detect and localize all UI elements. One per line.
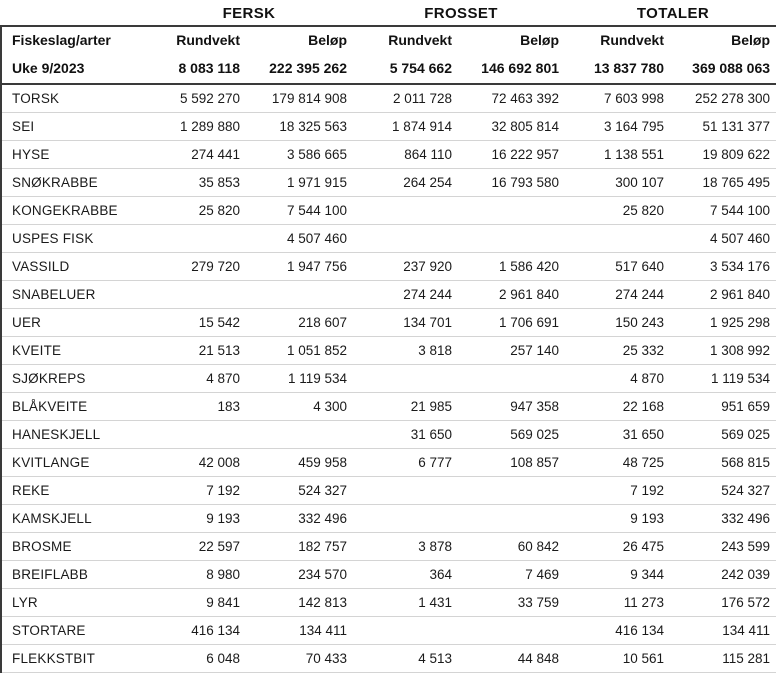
row-species-name: KVITLANGE <box>1 449 143 477</box>
row-value-cell: 517 640 <box>567 253 672 281</box>
row-value-cell: 279 720 <box>143 253 248 281</box>
row-value-cell: 264 254 <box>355 169 460 197</box>
row-value-cell: 11 273 <box>567 589 672 617</box>
row-value-cell: 44 848 <box>460 645 567 673</box>
column-header-totaler-rundvekt: Rundvekt <box>567 26 672 54</box>
row-value-cell: 7 192 <box>143 477 248 505</box>
table-row <box>1 477 776 505</box>
row-species-name: BLÅKVEITE <box>1 393 143 421</box>
row-species-name: UER <box>1 309 143 337</box>
table-row <box>1 309 776 337</box>
row-value-cell: 524 327 <box>672 477 776 505</box>
week-total-totaler-rundvekt: 13 837 780 <box>567 54 672 85</box>
row-value-cell: 15 542 <box>143 309 248 337</box>
row-value-cell: 21 513 <box>143 337 248 365</box>
row-value-cell: 274 244 <box>355 281 460 309</box>
row-value-cell: 5 592 270 <box>143 84 248 113</box>
row-value-cell: 1 308 992 <box>672 337 776 365</box>
row-value-cell: 300 107 <box>567 169 672 197</box>
row-value-cell: 1 925 298 <box>672 309 776 337</box>
row-value-cell: 1 119 534 <box>248 365 355 393</box>
row-value-cell: 72 463 392 <box>460 84 567 113</box>
row-value-cell: 951 659 <box>672 393 776 421</box>
row-value-cell: 35 853 <box>143 169 248 197</box>
group-header-blank <box>1 0 143 26</box>
row-value-cell: 569 025 <box>460 421 567 449</box>
row-value-cell: 22 597 <box>143 533 248 561</box>
row-value-cell: 569 025 <box>672 421 776 449</box>
row-species-name: TORSK <box>1 84 143 113</box>
row-value-cell: 16 222 957 <box>460 141 567 169</box>
row-value-cell: 32 805 814 <box>460 113 567 141</box>
column-header-fiskeslag: Fiskeslag/arter <box>1 26 143 54</box>
row-value-cell: 19 809 622 <box>672 141 776 169</box>
column-header-totaler-belop: Beløp <box>672 26 776 54</box>
row-value-cell <box>460 225 567 253</box>
week-total-row <box>1 54 776 85</box>
column-header-row <box>1 26 776 54</box>
row-value-cell: 364 <box>355 561 460 589</box>
row-value-cell: 150 243 <box>567 309 672 337</box>
row-value-cell <box>355 197 460 225</box>
row-value-cell: 274 244 <box>567 281 672 309</box>
row-value-cell: 51 131 377 <box>672 113 776 141</box>
row-value-cell: 176 572 <box>672 589 776 617</box>
row-value-cell <box>460 365 567 393</box>
row-value-cell: 33 759 <box>460 589 567 617</box>
row-value-cell: 242 039 <box>672 561 776 589</box>
row-value-cell <box>460 197 567 225</box>
row-species-name: STORTARE <box>1 617 143 645</box>
group-header-row <box>1 0 776 26</box>
row-value-cell: 9 193 <box>567 505 672 533</box>
row-species-name: KVEITE <box>1 337 143 365</box>
row-value-cell: 7 544 100 <box>248 197 355 225</box>
row-value-cell: 459 958 <box>248 449 355 477</box>
row-value-cell: 2 011 728 <box>355 84 460 113</box>
row-value-cell <box>248 281 355 309</box>
row-species-name: USPES FISK <box>1 225 143 253</box>
row-value-cell: 2 961 840 <box>672 281 776 309</box>
table-row <box>1 225 776 253</box>
table-row <box>1 253 776 281</box>
row-value-cell: 1 706 691 <box>460 309 567 337</box>
row-value-cell <box>248 421 355 449</box>
row-species-name: KAMSKJELL <box>1 505 143 533</box>
row-value-cell: 183 <box>143 393 248 421</box>
row-value-cell: 4 507 460 <box>248 225 355 253</box>
group-header-frosset: FROSSET <box>355 0 567 26</box>
column-header-fersk-rundvekt: Rundvekt <box>143 26 248 54</box>
row-value-cell: 864 110 <box>355 141 460 169</box>
row-value-cell <box>355 617 460 645</box>
row-value-cell: 9 841 <box>143 589 248 617</box>
row-value-cell: 252 278 300 <box>672 84 776 113</box>
row-species-name: SNABELUER <box>1 281 143 309</box>
table-row <box>1 589 776 617</box>
row-value-cell: 1 289 880 <box>143 113 248 141</box>
row-value-cell: 48 725 <box>567 449 672 477</box>
row-value-cell: 1 119 534 <box>672 365 776 393</box>
group-header-totaler: TOTALER <box>567 0 776 26</box>
row-value-cell <box>143 421 248 449</box>
row-value-cell: 1 874 914 <box>355 113 460 141</box>
row-species-name: REKE <box>1 477 143 505</box>
row-value-cell: 7 469 <box>460 561 567 589</box>
row-species-name: VASSILD <box>1 253 143 281</box>
row-value-cell: 524 327 <box>248 477 355 505</box>
row-value-cell: 3 534 176 <box>672 253 776 281</box>
row-value-cell: 274 441 <box>143 141 248 169</box>
table-row <box>1 141 776 169</box>
row-value-cell: 7 192 <box>567 477 672 505</box>
row-value-cell: 179 814 908 <box>248 84 355 113</box>
row-value-cell: 568 815 <box>672 449 776 477</box>
row-value-cell: 42 008 <box>143 449 248 477</box>
row-value-cell: 1 947 756 <box>248 253 355 281</box>
row-value-cell: 25 820 <box>567 197 672 225</box>
row-value-cell: 8 980 <box>143 561 248 589</box>
row-value-cell: 60 842 <box>460 533 567 561</box>
row-value-cell: 4 870 <box>143 365 248 393</box>
row-value-cell: 1 431 <box>355 589 460 617</box>
row-value-cell: 134 411 <box>672 617 776 645</box>
row-species-name: BREIFLABB <box>1 561 143 589</box>
column-header-frosset-rundvekt: Rundvekt <box>355 26 460 54</box>
row-value-cell: 26 475 <box>567 533 672 561</box>
row-value-cell: 4 513 <box>355 645 460 673</box>
row-value-cell: 16 793 580 <box>460 169 567 197</box>
row-value-cell <box>143 281 248 309</box>
week-total-fersk-belop: 222 395 262 <box>248 54 355 85</box>
row-value-cell: 9 344 <box>567 561 672 589</box>
row-value-cell: 332 496 <box>248 505 355 533</box>
table-row <box>1 169 776 197</box>
row-value-cell: 7 544 100 <box>672 197 776 225</box>
table-row <box>1 561 776 589</box>
column-header-fersk-belop: Beløp <box>248 26 355 54</box>
row-value-cell: 3 878 <box>355 533 460 561</box>
row-value-cell: 10 561 <box>567 645 672 673</box>
row-value-cell <box>355 225 460 253</box>
row-value-cell: 18 765 495 <box>672 169 776 197</box>
row-species-name: BROSME <box>1 533 143 561</box>
group-header-fersk: FERSK <box>143 0 355 26</box>
table-row <box>1 449 776 477</box>
row-value-cell: 21 985 <box>355 393 460 421</box>
row-value-cell <box>143 225 248 253</box>
week-total-frosset-belop: 146 692 801 <box>460 54 567 85</box>
row-species-name: LYR <box>1 589 143 617</box>
row-value-cell: 108 857 <box>460 449 567 477</box>
table-body <box>1 84 776 673</box>
table-row <box>1 505 776 533</box>
row-value-cell: 2 961 840 <box>460 281 567 309</box>
row-value-cell: 416 134 <box>567 617 672 645</box>
table-row <box>1 281 776 309</box>
row-value-cell: 25 332 <box>567 337 672 365</box>
row-value-cell: 3 164 795 <box>567 113 672 141</box>
table-row <box>1 645 776 673</box>
table-row <box>1 393 776 421</box>
row-value-cell: 243 599 <box>672 533 776 561</box>
row-value-cell: 4 507 460 <box>672 225 776 253</box>
row-value-cell <box>355 505 460 533</box>
table-row <box>1 337 776 365</box>
row-value-cell: 332 496 <box>672 505 776 533</box>
row-value-cell: 947 358 <box>460 393 567 421</box>
row-value-cell <box>355 365 460 393</box>
row-value-cell: 3 818 <box>355 337 460 365</box>
table-row <box>1 84 776 113</box>
row-species-name: HANESKJELL <box>1 421 143 449</box>
table-row <box>1 365 776 393</box>
row-species-name: FLEKKSTBIT <box>1 645 143 673</box>
row-value-cell: 70 433 <box>248 645 355 673</box>
row-value-cell: 6 048 <box>143 645 248 673</box>
row-value-cell: 31 650 <box>567 421 672 449</box>
row-species-name: HYSE <box>1 141 143 169</box>
row-species-name: SJØKREPS <box>1 365 143 393</box>
row-value-cell: 1 971 915 <box>248 169 355 197</box>
table-row <box>1 421 776 449</box>
row-value-cell: 6 777 <box>355 449 460 477</box>
row-value-cell: 1 586 420 <box>460 253 567 281</box>
row-value-cell: 134 411 <box>248 617 355 645</box>
table-row <box>1 113 776 141</box>
row-value-cell <box>460 477 567 505</box>
row-value-cell: 234 570 <box>248 561 355 589</box>
row-value-cell: 18 325 563 <box>248 113 355 141</box>
row-value-cell: 4 300 <box>248 393 355 421</box>
row-value-cell: 182 757 <box>248 533 355 561</box>
row-value-cell: 115 281 <box>672 645 776 673</box>
table-row <box>1 617 776 645</box>
row-value-cell: 25 820 <box>143 197 248 225</box>
week-total-fersk-rundvekt: 8 083 118 <box>143 54 248 85</box>
week-total-frosset-rundvekt: 5 754 662 <box>355 54 460 85</box>
column-header-frosset-belop: Beløp <box>460 26 567 54</box>
week-total-totaler-belop: 369 088 063 <box>672 54 776 85</box>
row-value-cell: 9 193 <box>143 505 248 533</box>
row-value-cell: 134 701 <box>355 309 460 337</box>
row-value-cell: 142 813 <box>248 589 355 617</box>
row-species-name: KONGEKRABBE <box>1 197 143 225</box>
row-value-cell <box>567 225 672 253</box>
row-value-cell: 31 650 <box>355 421 460 449</box>
row-value-cell: 1 138 551 <box>567 141 672 169</box>
table-row <box>1 197 776 225</box>
row-value-cell <box>460 617 567 645</box>
row-species-name: SEI <box>1 113 143 141</box>
table-row <box>1 533 776 561</box>
row-value-cell: 237 920 <box>355 253 460 281</box>
row-value-cell: 416 134 <box>143 617 248 645</box>
week-label: Uke 9/2023 <box>1 54 143 85</box>
row-value-cell <box>355 477 460 505</box>
row-value-cell: 7 603 998 <box>567 84 672 113</box>
row-value-cell: 218 607 <box>248 309 355 337</box>
row-value-cell: 257 140 <box>460 337 567 365</box>
row-value-cell: 1 051 852 <box>248 337 355 365</box>
row-value-cell: 22 168 <box>567 393 672 421</box>
row-value-cell <box>460 505 567 533</box>
row-species-name: SNØKRABBE <box>1 169 143 197</box>
row-value-cell: 4 870 <box>567 365 672 393</box>
row-value-cell: 3 586 665 <box>248 141 355 169</box>
